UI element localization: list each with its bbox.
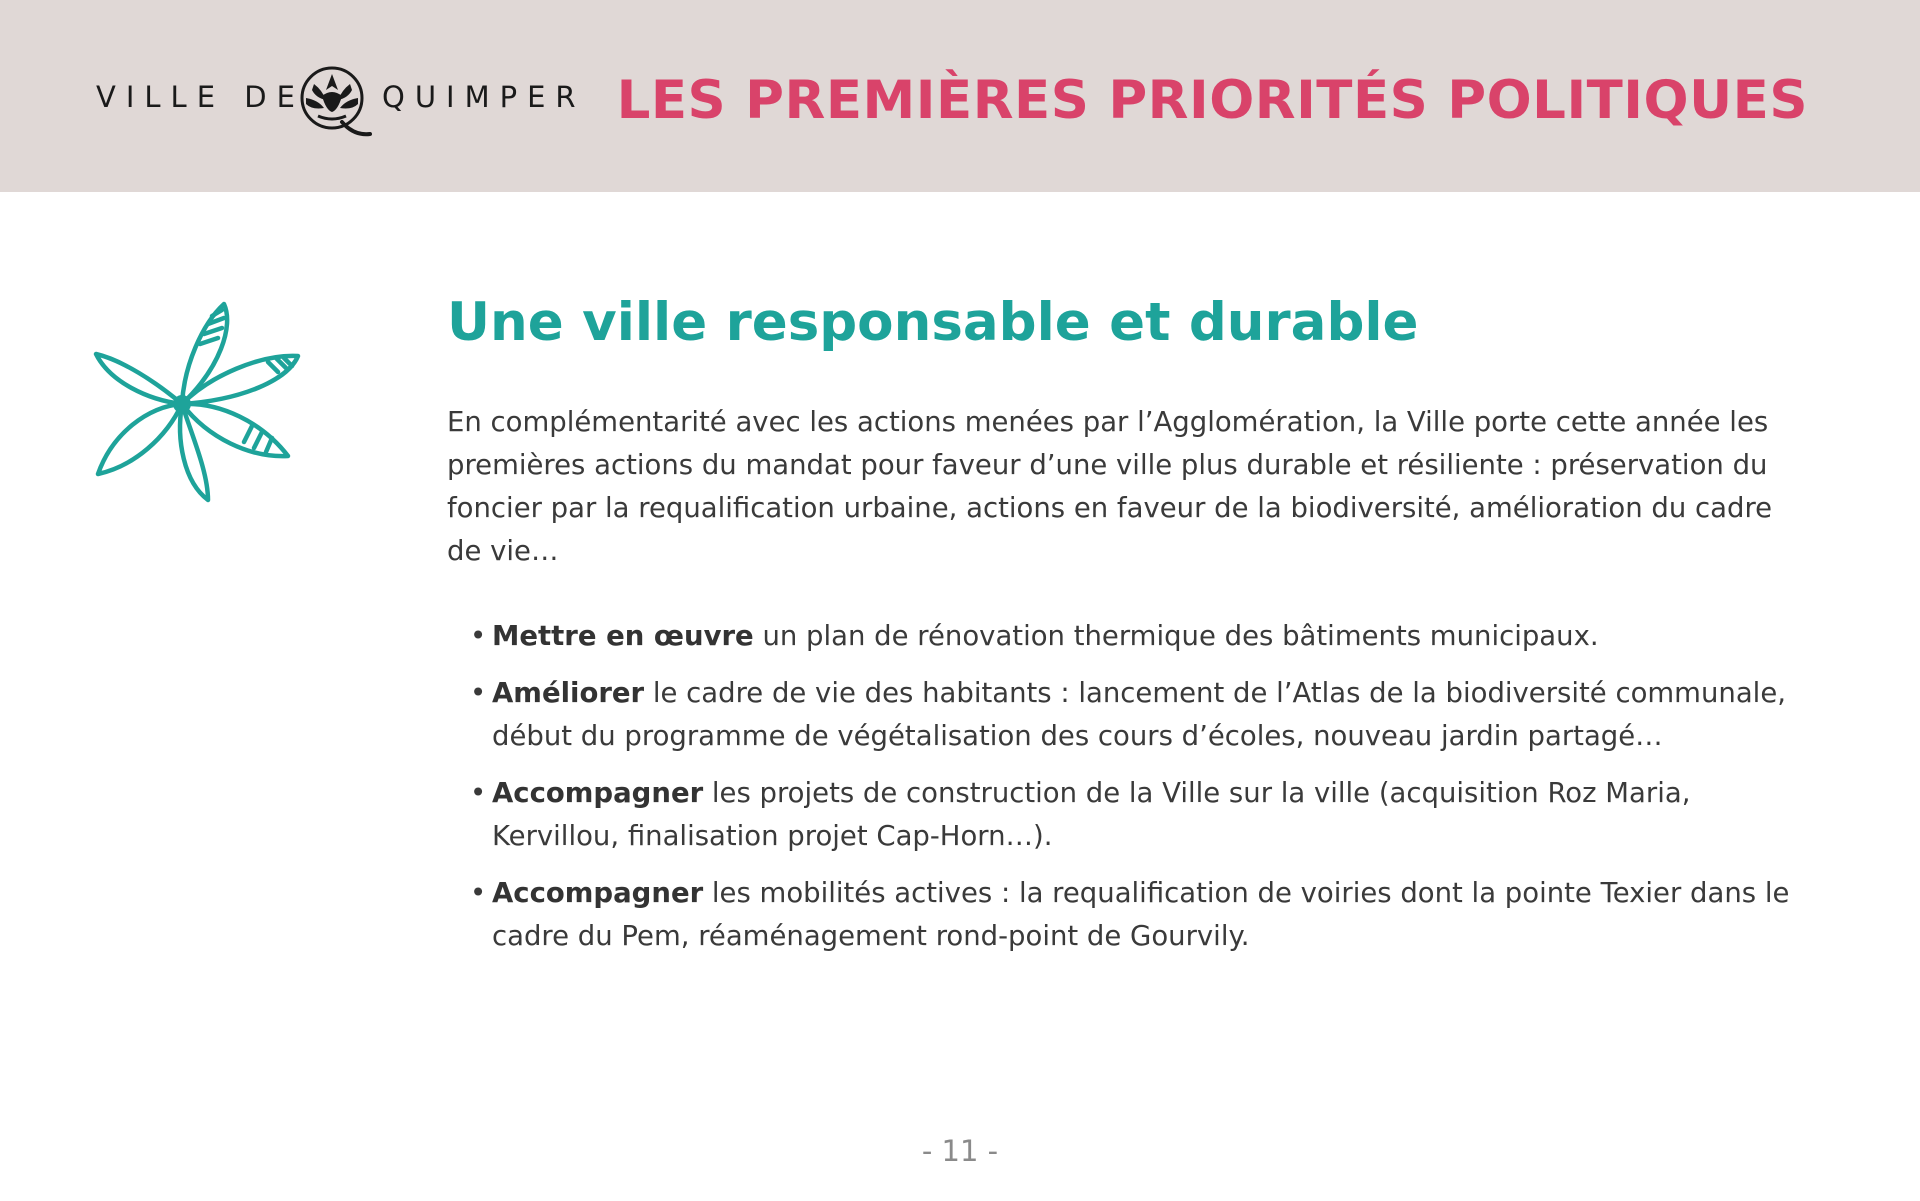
quimper-emblem-icon [292,60,378,144]
city-logo [96,60,586,144]
list-item [470,615,1790,658]
page-header-title: LES PREMIÈRES PRIORITÉS POLITIQUES [616,70,1808,131]
section-title: Une ville responsable et durable [447,292,1419,353]
list-item [470,872,1790,958]
list-item [470,772,1790,858]
list-item-text: le cadre de vie des habitants : lancement de l’Atlas de la biodiversité communale, début du programme de végétalisation des cours d’écoles, nouveau jardin partagé… [492,677,1786,752]
list-item [470,672,1790,758]
list-item-text: un plan de rénovation thermique des bâtiments municipaux. [753,620,1599,652]
list-item-keyword: Accompagner [492,777,704,809]
flower-icon [92,296,306,506]
bullet-dot: • [470,620,487,652]
list-item-keyword: Mettre en œuvre [492,620,754,652]
list-item-keyword: Accompagner [492,877,704,909]
logo-text-right: QUIMPER [382,80,586,114]
logo-text-left: VILLE DE [96,80,305,114]
priorities-list [470,615,1790,972]
bullet-dot: • [470,777,487,809]
page-number: - 11 - [921,1134,999,1168]
list-item-text: les mobilités actives : la requalification de voiries dont la pointe Texier dans le cadre du Pem, réaménagement rond-point de Gourvily. [492,877,1790,952]
list-item-keyword: Améliorer [492,677,645,709]
bullet-dot: • [470,877,487,909]
bullet-dot: • [470,677,487,709]
intro-paragraph: En complémentarité avec les actions menées par l’Agglomération, la Ville porte cette année les premières actions du mandat pour faveur d’une ville plus durable et résiliente : préservation du foncier par la requalification urbaine, actions en faveur de la biodiversité, amélioration du cadre de vie… [447,406,1773,567]
header-band [0,0,1920,192]
list-item-text: les projets de construction de la Ville sur la ville (acquisition Roz Maria, Kervillou, finalisation projet Cap-Horn…). [492,777,1691,852]
